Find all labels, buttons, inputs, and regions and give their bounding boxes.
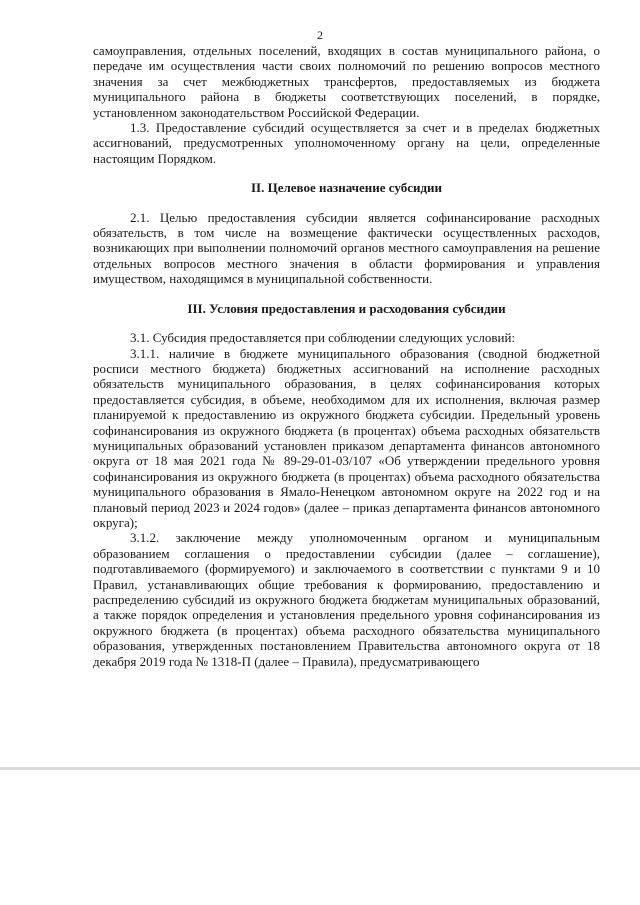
blank-scan-area <box>0 770 640 905</box>
document-body <box>93 43 600 669</box>
paragraph-3-1-2: 3.1.2. заключение между уполномоченным органом и муниципальным образованием соглашения о предоставлении субсидии (далее – соглашение), подготавливаемого (формируемого) и заключаемого в соответствии с пунктами 9 и 10 Правил, устанавливающих общие требования к формированию, предоставлению и распределению субсидий из окружного бюджета бюджетам муниципальных образований, а также порядок определения и установления предельного уровня софинансирования из окружного бюджета (в процентах) объема расходного обязательства муниципального образования, утвержденных постановлением Правительства автономного округа от 18 декабря 2019 года № 1318-П (далее – Правила), предусматривающего <box>93 530 600 669</box>
paragraph-1-3: 1.3. Предоставление субсидий осуществляется за счет и в пределах бюджетных ассигнований, предусмотренных уполномоченному органу на цели, определенные настоящим Порядком. <box>93 120 600 166</box>
page-number: 2 <box>317 28 323 42</box>
paragraph-3-1-1: 3.1.1. наличие в бюджете муниципального образования (сводной бюджетной росписи местного бюджета) бюджетных ассигнований на исполнение расходных обязательств муниципального образования, в целях софинансирования которых предоставляется субсидия, в объеме, необходимом для их исполнения, включая размер планируемой к предоставлению из окружного бюджета субсидии. Предельный уровень софинансирования из окружного бюджета (в процентах) объема расходных обязательств муниципальных образований установлен приказом департамента финансов автономного округа от 18 мая 2021 года № 89-29-01-03/107 «Об утверждении предельного уровня софинансирования из окружного бюджета (в процентах) объема расходного обязательства муниципального образования в Ямало-Ненецком автономном округе на 2022 год и на плановый период 2023 и 2024 годов» (далее – приказ департамента финансов автономного округа); <box>93 345 600 530</box>
section-3-title: III. Условия предоставления и расходования субсидии <box>187 300 506 316</box>
section-2-title: II. Целевое назначение субсидии <box>250 180 443 196</box>
paragraph-2-1: 2.1. Целью предоставления субсидии является софинансирование расходных обязательств, в том числе на возмещение фактически осуществленных расходов, возникающих при выполнении полномочий органов местного самоуправления на решение отдельных вопросов местного значения в области формирования и управления имуществом, находящимся в муниципальной собственности. <box>93 209 600 287</box>
paragraph-continuation: самоуправления, отдельных поселений, входящих в состав муниципального района, о передаче им осуществления части своих полномочий по решению вопросов местного значения за счет межбюджетных трансфертов, предоставляемых из бюджета муниципального района в бюджеты соответствующих поселений, в порядке, установленном законодательством Российской Федерации. <box>93 43 600 120</box>
paragraph-3-1: 3.1. Субсидия предоставляется при соблюдении следующих условий: <box>130 330 516 346</box>
